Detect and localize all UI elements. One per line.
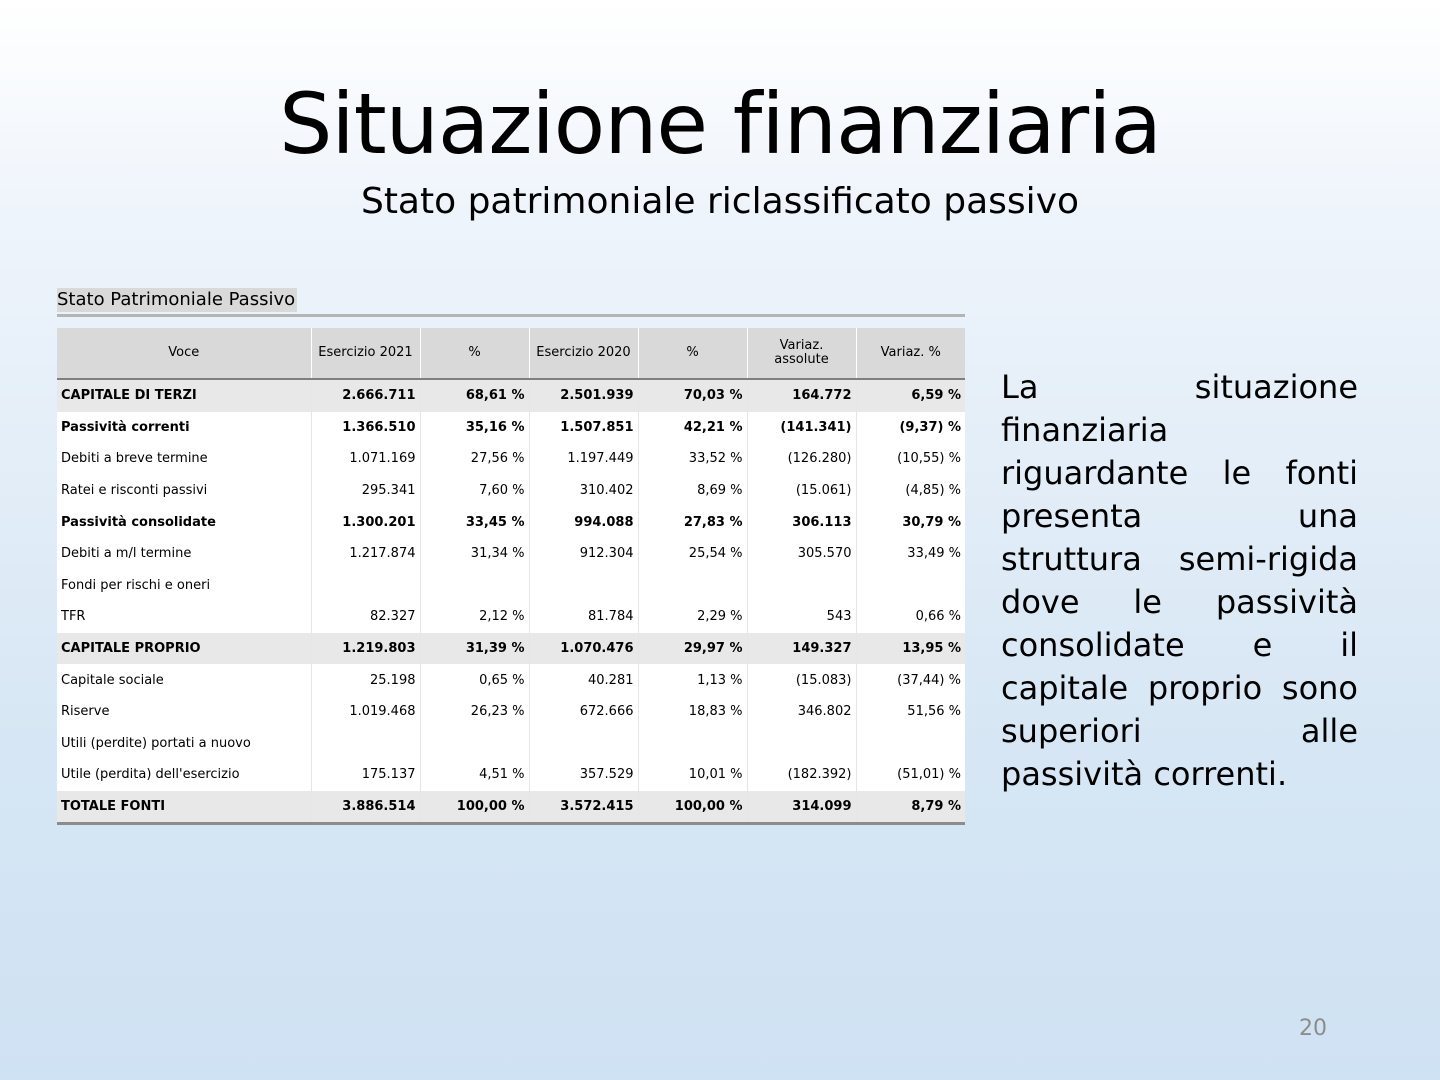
value-cell xyxy=(856,728,965,760)
row-label-cell: Fondi per rischi e oneri xyxy=(57,570,311,602)
slide-title: Situazione finanziaria xyxy=(279,75,1161,173)
column-header: % xyxy=(638,328,747,379)
value-cell xyxy=(311,728,420,760)
value-cell: 26,23 % xyxy=(420,696,529,728)
value-cell: 35,16 % xyxy=(420,412,529,444)
page-number: 20 xyxy=(1299,1016,1327,1041)
value-cell: 100,00 % xyxy=(420,791,529,824)
table-row xyxy=(57,728,965,760)
table-row xyxy=(57,538,965,570)
value-cell: 4,51 % xyxy=(420,759,529,791)
value-cell: 1.219.803 xyxy=(311,633,420,665)
value-cell: 164.772 xyxy=(747,379,856,412)
value-cell: 30,79 % xyxy=(856,506,965,538)
value-cell: 42,21 % xyxy=(638,412,747,444)
value-cell: 25,54 % xyxy=(638,538,747,570)
value-cell: 3.886.514 xyxy=(311,791,420,824)
value-cell: 912.304 xyxy=(529,538,638,570)
value-cell xyxy=(311,570,420,602)
value-cell: 33,45 % xyxy=(420,506,529,538)
table-row xyxy=(57,475,965,507)
value-cell: 314.099 xyxy=(747,791,856,824)
value-cell: (9,37) % xyxy=(856,412,965,444)
row-label-cell: Ratei e risconti passivi xyxy=(57,475,311,507)
column-header: Esercizio 2020 xyxy=(529,328,638,379)
value-cell: 1.019.468 xyxy=(311,696,420,728)
value-cell: 40.281 xyxy=(529,664,638,696)
value-cell: 1.070.476 xyxy=(529,633,638,665)
table-row xyxy=(57,570,965,602)
table-title: Stato Patrimoniale Passivo xyxy=(57,289,296,310)
value-cell: 175.137 xyxy=(311,759,420,791)
table-row xyxy=(57,443,965,475)
value-cell: 51,56 % xyxy=(856,696,965,728)
value-cell: 1.197.449 xyxy=(529,443,638,475)
value-cell: 346.802 xyxy=(747,696,856,728)
value-cell: 29,97 % xyxy=(638,633,747,665)
value-cell: 27,56 % xyxy=(420,443,529,475)
row-label-cell: Capitale sociale xyxy=(57,664,311,696)
value-cell: 82.327 xyxy=(311,601,420,633)
value-cell: (37,44) % xyxy=(856,664,965,696)
value-cell xyxy=(747,728,856,760)
value-cell: (51,01) % xyxy=(856,759,965,791)
value-cell: 68,61 % xyxy=(420,379,529,412)
value-cell: 0,65 % xyxy=(420,664,529,696)
value-cell: 543 xyxy=(747,601,856,633)
value-cell: 33,52 % xyxy=(638,443,747,475)
table-row xyxy=(57,791,965,824)
balance-sheet-table xyxy=(57,328,965,825)
row-label-cell: Debiti a breve termine xyxy=(57,443,311,475)
value-cell: 0,66 % xyxy=(856,601,965,633)
value-cell: 33,49 % xyxy=(856,538,965,570)
value-cell: (126.280) xyxy=(747,443,856,475)
value-cell: 2,29 % xyxy=(638,601,747,633)
value-cell: 1,13 % xyxy=(638,664,747,696)
value-cell: (141.341) xyxy=(747,412,856,444)
value-cell: 305.570 xyxy=(747,538,856,570)
value-cell: 6,59 % xyxy=(856,379,965,412)
row-label-cell: Passività correnti xyxy=(57,412,311,444)
value-cell: 31,39 % xyxy=(420,633,529,665)
value-cell: 70,03 % xyxy=(638,379,747,412)
value-cell xyxy=(529,570,638,602)
table-row xyxy=(57,379,965,412)
value-cell: 8,79 % xyxy=(856,791,965,824)
value-cell xyxy=(420,728,529,760)
column-header: Variaz. assolute xyxy=(747,328,856,379)
table-row xyxy=(57,412,965,444)
value-cell xyxy=(638,728,747,760)
value-cell: 149.327 xyxy=(747,633,856,665)
row-label-cell: Debiti a m/l termine xyxy=(57,538,311,570)
value-cell: 306.113 xyxy=(747,506,856,538)
value-cell: 1.366.510 xyxy=(311,412,420,444)
value-cell: 18,83 % xyxy=(638,696,747,728)
column-header: Esercizio 2021 xyxy=(311,328,420,379)
value-cell xyxy=(747,570,856,602)
row-label-cell: TFR xyxy=(57,601,311,633)
column-header: Voce xyxy=(57,328,311,379)
value-cell: 2,12 % xyxy=(420,601,529,633)
table-title-divider xyxy=(57,314,965,317)
value-cell xyxy=(638,570,747,602)
value-cell: 8,69 % xyxy=(638,475,747,507)
value-cell: 2.666.711 xyxy=(311,379,420,412)
value-cell: 1.300.201 xyxy=(311,506,420,538)
table-row xyxy=(57,601,965,633)
row-label-cell: Riserve xyxy=(57,696,311,728)
table-row xyxy=(57,759,965,791)
row-label-cell: Passività consolidate xyxy=(57,506,311,538)
column-header: % xyxy=(420,328,529,379)
value-cell: (182.392) xyxy=(747,759,856,791)
slide-subtitle: Stato patrimoniale riclassificato passivo xyxy=(360,181,1080,222)
value-cell xyxy=(529,728,638,760)
value-cell: 10,01 % xyxy=(638,759,747,791)
value-cell: 81.784 xyxy=(529,601,638,633)
value-cell: 295.341 xyxy=(311,475,420,507)
table-row xyxy=(57,633,965,665)
value-cell: 3.572.415 xyxy=(529,791,638,824)
value-cell: 672.666 xyxy=(529,696,638,728)
value-cell: 1.217.874 xyxy=(311,538,420,570)
value-cell: 357.529 xyxy=(529,759,638,791)
row-label-cell: CAPITALE DI TERZI xyxy=(57,379,311,412)
value-cell: 13,95 % xyxy=(856,633,965,665)
value-cell: 31,34 % xyxy=(420,538,529,570)
table-row xyxy=(57,696,965,728)
row-label-cell: Utili (perdite) portati a nuovo xyxy=(57,728,311,760)
value-cell: (4,85) % xyxy=(856,475,965,507)
value-cell: (10,55) % xyxy=(856,443,965,475)
value-cell: (15.083) xyxy=(747,664,856,696)
value-cell: 100,00 % xyxy=(638,791,747,824)
value-cell: 25.198 xyxy=(311,664,420,696)
table-row xyxy=(57,506,965,538)
body-paragraph: La situazione finanziaria riguardante le fonti presenta una struttura semi-rigida dove le passività consolidate e il capitale proprio sono superiori alle passività correnti. xyxy=(1001,368,1358,793)
value-cell: 994.088 xyxy=(529,506,638,538)
table-body xyxy=(57,379,965,824)
value-cell: 27,83 % xyxy=(638,506,747,538)
value-cell: 1.507.851 xyxy=(529,412,638,444)
value-cell: 2.501.939 xyxy=(529,379,638,412)
value-cell xyxy=(420,570,529,602)
value-cell: 1.071.169 xyxy=(311,443,420,475)
column-header: Variaz. % xyxy=(856,328,965,379)
row-label-cell: CAPITALE PROPRIO xyxy=(57,633,311,665)
value-cell xyxy=(856,570,965,602)
value-cell: 310.402 xyxy=(529,475,638,507)
table-row xyxy=(57,664,965,696)
value-cell: (15.061) xyxy=(747,475,856,507)
row-label-cell: TOTALE FONTI xyxy=(57,791,311,824)
row-label-cell: Utile (perdita) dell'esercizio xyxy=(57,759,311,791)
value-cell: 7,60 % xyxy=(420,475,529,507)
table-header-row xyxy=(57,328,965,379)
